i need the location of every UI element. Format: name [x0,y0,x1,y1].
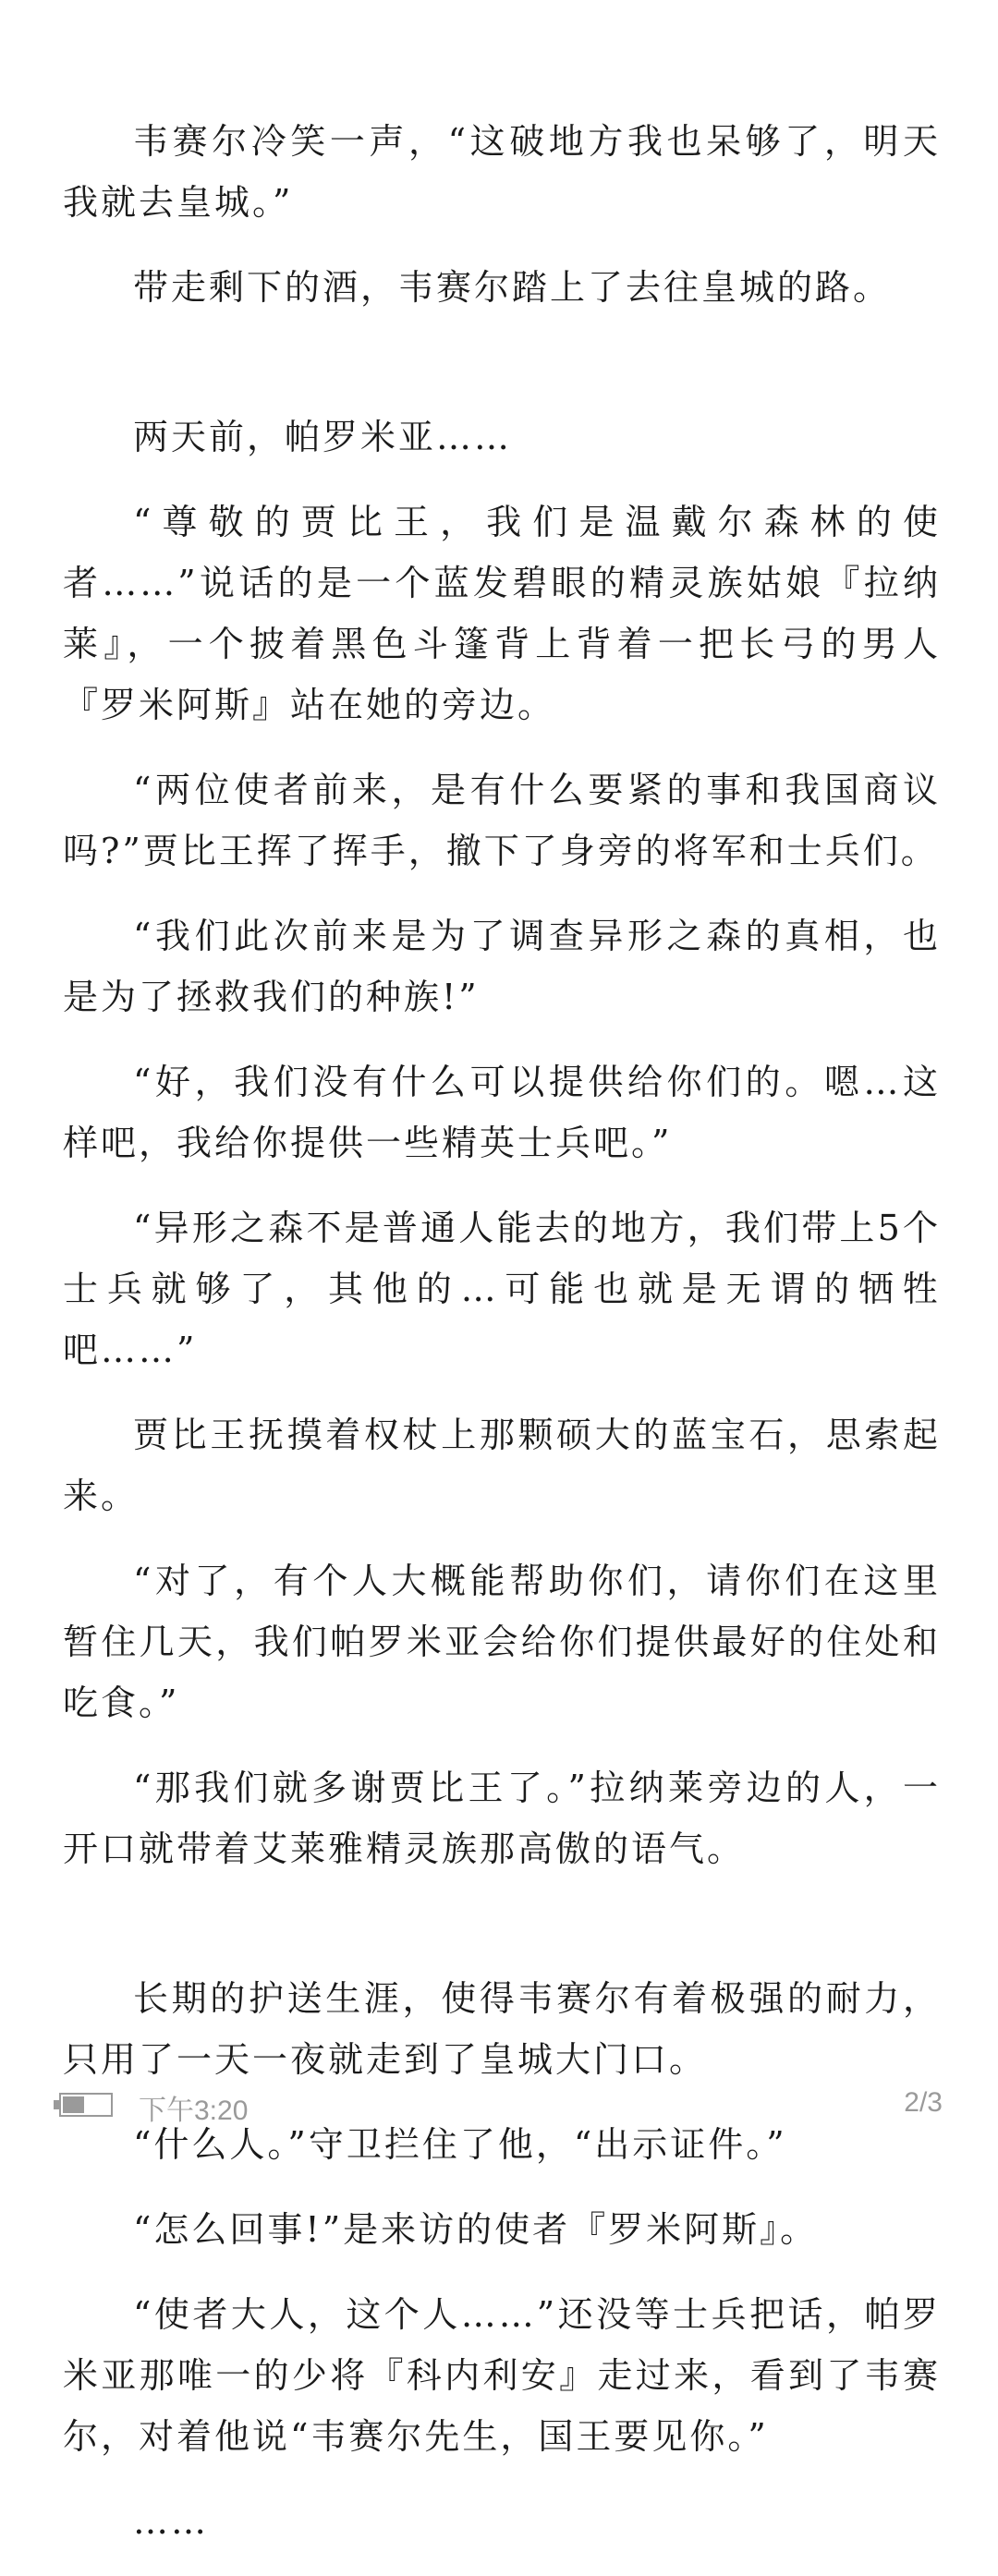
clock-time: 下午3:20 [139,2096,249,2126]
paragraph-13: “什么人。”守卫拦住了他，“出示证件。” [133,2124,787,2165]
page-indicator: 2/3 [904,2087,943,2118]
paragraph-3: 两天前，帕罗米亚…… [133,417,513,457]
battery-fill [63,2096,84,2113]
paragraph-2: 带走剩下的酒，韦赛尔踏上了去往皇城的路。 [133,267,892,308]
paragraph-12: 长期的护送生涯，使得韦赛尔有着极强的耐力，只用了一天一夜就走到了皇城大门口。 [63,1978,941,2080]
paragraph-14: “怎么回事!”是来访的使者『罗米阿斯』。 [133,2209,819,2250]
section-break [63,1903,941,1968]
reader-page [63,111,941,2576]
battery-icon [59,2093,113,2117]
paragraph-4: “尊敬的贾比王，我们是温戴尔森林的使者……”说话的是一个蓝发碧眼的精灵族姑娘『拉纳莱』，一个披着黑色斗篷背上背着一把长弓的男人『罗米阿斯』站在她的旁边。 [63,502,941,725]
reader-status-bar [0,2084,998,2130]
paragraph-1: 韦赛尔冷笑一声，“这破地方我也呆够了，明天我就去皇城。” [63,121,941,223]
battery-terminal [54,2100,59,2109]
section-break [63,342,941,407]
paragraph-9: 贾比王抚摸着权杖上那颗硕大的蓝宝石，思索起来。 [63,1415,941,1516]
paragraph-10: “对了，有个人大概能帮助你们，请你们在这里暂住几天，我们帕罗米亚会给你们提供最好的住处和吃食。” [63,1561,941,1723]
paragraph-15: “使者大人，这个人……”还没等士兵把话，帕罗米亚那唯一的少将『科内利安』走过来，看到了韦赛尔，对着他说“韦赛尔先生，国王要见你。” [63,2294,941,2457]
paragraph-6: “我们此次前来是为了调查异形之森的真相，也是为了拯救我们的种族!” [63,916,941,1017]
paragraph-8: “异形之森不是普通人能去的地方，我们带上5个士兵就够了，其他的…可能也就是无谓的牺牲吧……” [63,1208,941,1370]
paragraph-5: “两位使者前来，是有什么要紧的事和我国商议吗?”贾比王挥了挥手，撤下了身旁的将军和士兵们。 [63,770,941,871]
paragraph-11: “那我们就多谢贾比王了。”拉纳莱旁边的人，一开口就带着艾莱雅精灵族那高傲的语气。 [63,1768,941,1869]
paragraph-16: …… [133,2501,209,2542]
paragraph-7: “好，我们没有什么可以提供给你们的。嗯…这样吧，我给你提供一些精英士兵吧。” [63,1062,941,1163]
